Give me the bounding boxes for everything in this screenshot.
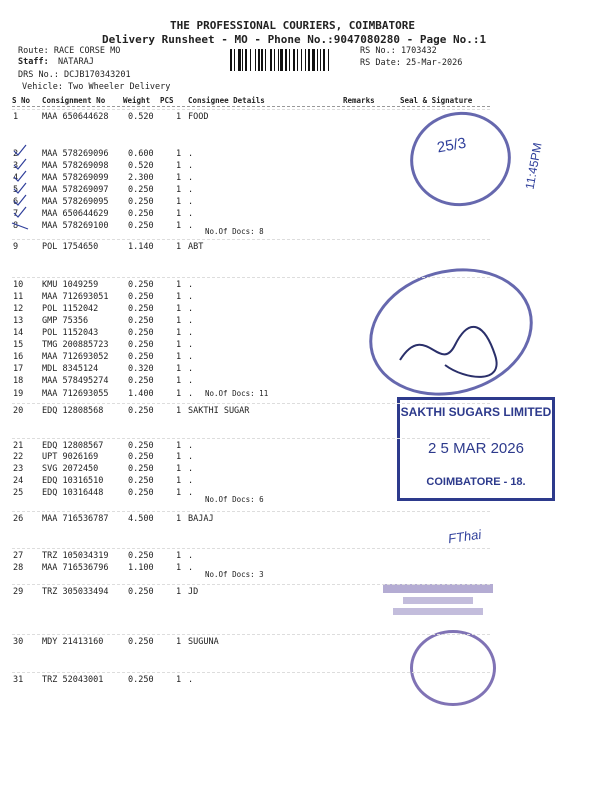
doc-count: No.Of Docs: 6 (205, 495, 264, 504)
row-pcs: 1 (176, 280, 182, 290)
col-consignee: Consignee Details (188, 96, 265, 105)
row-weight: 0.250 (128, 328, 154, 338)
barcode-bar (274, 49, 275, 71)
row-divider (12, 403, 490, 404)
barcode-bar (250, 49, 251, 71)
row-consignee: . (188, 464, 194, 474)
row-weight: 2.300 (128, 173, 154, 183)
row-pcs: 1 (176, 352, 182, 362)
row-sno: 23 (13, 464, 24, 474)
row-pcs: 1 (176, 185, 182, 195)
row-pcs: 1 (176, 441, 182, 451)
row-consignment-no: EDQ 12808567 (42, 441, 104, 451)
row-consignee: . (188, 280, 194, 290)
row-pcs: 1 (176, 675, 182, 685)
barcode-bar (261, 49, 263, 71)
barcode-bar (317, 49, 318, 71)
barcode-bar (278, 49, 279, 71)
row-consignment-no: MAA 578495274 (42, 376, 109, 386)
row-sno: 4 (13, 173, 19, 183)
row-sno: 22 (13, 452, 24, 462)
row-pcs: 1 (176, 149, 182, 159)
row-weight: 0.250 (128, 209, 154, 219)
row-pcs: 1 (176, 304, 182, 314)
doc-count: No.Of Docs: 3 (205, 570, 264, 579)
row-pcs: 1 (176, 563, 182, 573)
row-consignment-no: UPT 9026169 (42, 452, 99, 462)
row-divider (12, 438, 490, 439)
row-consignee: . (188, 551, 194, 561)
barcode-bar (289, 49, 290, 71)
doc-count: No.Of Docs: 8 (205, 227, 264, 236)
row-weight: 0.250 (128, 197, 154, 207)
barcode-bar (265, 49, 266, 71)
barcode-bar (308, 49, 310, 71)
row-pcs: 1 (176, 316, 182, 326)
row-weight: 1.400 (128, 389, 154, 399)
barcode-bar (234, 49, 235, 71)
row-weight: 0.250 (128, 637, 154, 647)
courier-seal-stamp (401, 103, 519, 216)
stamp-city: COIMBATORE - 18. (426, 476, 526, 488)
row-weight: 0.250 (128, 292, 154, 302)
row-pcs: 1 (176, 364, 182, 374)
row-pcs: 1 (176, 328, 182, 338)
barcode-bar (297, 49, 298, 71)
barcode-bar (242, 49, 243, 71)
row-sno: 17 (13, 364, 24, 374)
rs-date: RS Date: 25-Mar-2026 (360, 58, 463, 68)
row-weight: 0.600 (128, 149, 154, 159)
barcode-bar (238, 49, 241, 71)
row-consignment-no: SVG 2072450 (42, 464, 99, 474)
row-consignee: SUGUNA (188, 637, 219, 647)
row-divider (12, 109, 490, 110)
row-consignee: . (188, 221, 194, 231)
signature (395, 315, 515, 385)
row-consignment-no: MAA 712693051 (42, 292, 109, 302)
tick-marks (10, 143, 40, 233)
barcode-bar (280, 49, 283, 71)
row-weight: 0.250 (128, 221, 154, 231)
barcode-bar (323, 49, 325, 71)
row-consignment-no: MAA 578269097 (42, 185, 109, 195)
row-weight: 0.250 (128, 476, 154, 486)
suguna-round-stamp (410, 630, 496, 706)
row-consignment-no: POL 1754650 (42, 242, 99, 252)
row-consignee: ABT (188, 242, 204, 252)
row-consignee: . (188, 328, 194, 338)
staff-label: Staff: (18, 57, 49, 67)
tamil-company-stamp (383, 580, 513, 630)
row-weight: 0.250 (128, 340, 154, 350)
row-divider (12, 584, 490, 585)
row-divider (12, 277, 490, 278)
row-consignment-no: MAA 712693052 (42, 352, 109, 362)
row-pcs: 1 (176, 161, 182, 171)
row-weight: 1.140 (128, 242, 154, 252)
row-consignment-no: TMG 200885723 (42, 340, 109, 350)
row-weight: 0.250 (128, 675, 154, 685)
barcode-bar (301, 49, 302, 71)
row-consignee: . (188, 364, 194, 374)
row-consignee: SAKTHI SUGAR (188, 406, 250, 416)
staff-name: NATARAJ (58, 57, 94, 67)
row-pcs: 1 (176, 587, 182, 597)
row-consignee: . (188, 675, 194, 685)
handwritten-signature: FThai (447, 526, 483, 547)
row-pcs: 1 (176, 637, 182, 647)
row-consignee: . (188, 352, 194, 362)
col-seal-signature: Seal & Signature (400, 96, 473, 105)
row-sno: 19 (13, 389, 24, 399)
row-weight: 4.500 (128, 514, 154, 524)
row-weight: 0.250 (128, 280, 154, 290)
barcode (230, 49, 355, 71)
row-consignee: . (188, 209, 194, 219)
doc-count: No.Of Docs: 11 (205, 389, 269, 398)
row-sno: 18 (13, 376, 24, 386)
row-consignee: . (188, 441, 194, 451)
sakthi-sugars-stamp (397, 397, 555, 501)
row-consignee: . (188, 563, 194, 573)
barcode-bar (285, 49, 287, 71)
stamp-company: SAKTHI SUGARS LIMITED (400, 405, 552, 419)
row-divider (12, 672, 490, 673)
row-sno: 24 (13, 476, 24, 486)
row-pcs: 1 (176, 197, 182, 207)
row-divider (12, 548, 490, 549)
col-sno: S No (12, 96, 31, 105)
row-pcs: 1 (176, 514, 182, 524)
row-consignment-no: MAA 716536796 (42, 563, 109, 573)
row-weight: 0.250 (128, 406, 154, 416)
row-consignment-no: EDQ 10316510 (42, 476, 104, 486)
row-consignment-no: MAA 712693055 (42, 389, 109, 399)
handwritten-time: 11:45PM (522, 141, 545, 191)
row-pcs: 1 (176, 551, 182, 561)
route-label: Route: RACE CORSE MO (18, 46, 121, 56)
col-weight: Weight (123, 96, 151, 105)
drs-number: DRS No.: DCJB170343201 (18, 70, 131, 80)
row-consignment-no: TRZ 105034319 (42, 551, 109, 561)
row-pcs: 1 (176, 476, 182, 486)
row-sno: 31 (13, 675, 24, 685)
row-pcs: 1 (176, 389, 182, 399)
row-sno: 2 (13, 149, 19, 159)
row-weight: 0.520 (128, 161, 154, 171)
barcode-bar (293, 49, 295, 71)
row-consignee: . (188, 389, 194, 399)
row-sno: 5 (13, 185, 19, 195)
barcode-bar (328, 49, 329, 71)
row-consignee: . (188, 476, 194, 486)
row-consignee: . (188, 488, 194, 498)
row-weight: 0.250 (128, 304, 154, 314)
row-consignee: . (188, 340, 194, 350)
row-pcs: 1 (176, 112, 182, 122)
row-consignee: . (188, 197, 194, 207)
row-weight: 0.250 (128, 316, 154, 326)
header-divider (12, 106, 490, 107)
company-title: THE PROFESSIONAL COURIERS, COIMBATORE (170, 19, 416, 32)
row-consignment-no: EDQ 12808568 (42, 406, 104, 416)
row-sno: 6 (13, 197, 19, 207)
row-sno: 16 (13, 352, 24, 362)
row-consignment-no: GMP 75356 (42, 316, 89, 326)
barcode-bar (270, 49, 272, 71)
row-sno: 15 (13, 340, 24, 350)
row-consignment-no: MDL 8345124 (42, 364, 99, 374)
row-weight: 0.250 (128, 376, 154, 386)
row-pcs: 1 (176, 488, 182, 498)
row-consignee: . (188, 376, 194, 386)
row-consignment-no: MAA 578269095 (42, 197, 109, 207)
row-pcs: 1 (176, 242, 182, 252)
row-consignee: . (188, 316, 194, 326)
row-divider (12, 239, 490, 240)
row-sno: 14 (13, 328, 24, 338)
row-consignee: . (188, 149, 194, 159)
row-sno: 13 (13, 316, 24, 326)
row-weight: 0.250 (128, 587, 154, 597)
row-divider (12, 511, 490, 512)
row-sno: 27 (13, 551, 24, 561)
barcode-bar (258, 49, 260, 71)
row-pcs: 1 (176, 173, 182, 183)
row-weight: 0.250 (128, 452, 154, 462)
row-consignee: . (188, 452, 194, 462)
row-consignee: . (188, 173, 194, 183)
rs-number: RS No.: 1703432 (360, 46, 437, 56)
row-consignee: . (188, 304, 194, 314)
row-pcs: 1 (176, 292, 182, 302)
row-consignment-no: MAA 650644628 (42, 112, 109, 122)
runsheet-subtitle: Delivery Runsheet - MO - Phone No.:9047080280 - Page No.:1 (102, 33, 487, 46)
row-weight: 0.250 (128, 185, 154, 195)
row-sno: 9 (13, 242, 19, 252)
row-sno: 28 (13, 563, 24, 573)
row-pcs: 1 (176, 406, 182, 416)
row-consignment-no: TRZ 305033494 (42, 587, 109, 597)
row-sno: 11 (13, 292, 24, 302)
col-pcs: PCS (160, 96, 174, 105)
row-weight: 0.520 (128, 112, 154, 122)
row-consignment-no: MAA 578269096 (42, 149, 109, 159)
row-consignment-no: TRZ 52043001 (42, 675, 104, 685)
row-weight: 0.250 (128, 488, 154, 498)
row-sno: 25 (13, 488, 24, 498)
row-consignment-no: MAA 578269099 (42, 173, 109, 183)
barcode-bar (312, 49, 315, 71)
row-pcs: 1 (176, 221, 182, 231)
row-sno: 10 (13, 280, 24, 290)
row-divider (12, 634, 490, 635)
row-consignment-no: KMU 1049259 (42, 280, 99, 290)
row-pcs: 1 (176, 340, 182, 350)
row-consignee: BAJAJ (188, 514, 214, 524)
row-weight: 0.250 (128, 464, 154, 474)
row-sno: 8 (13, 221, 19, 231)
row-consignment-no: POL 1152042 (42, 304, 99, 314)
row-consignee: FOOD (188, 112, 209, 122)
row-consignee: JD (188, 587, 199, 597)
row-weight: 0.250 (128, 352, 154, 362)
barcode-bar (255, 49, 256, 71)
row-pcs: 1 (176, 376, 182, 386)
row-consignee: . (188, 161, 194, 171)
barcode-bar (245, 49, 247, 71)
row-sno: 12 (13, 304, 24, 314)
row-sno: 20 (13, 406, 24, 416)
handwritten-date: 25/3 (435, 134, 468, 157)
col-consignment: Consignment No (42, 96, 106, 105)
row-weight: 0.250 (128, 551, 154, 561)
stamp-date: 2 5 MAR 2026 (428, 440, 524, 457)
row-consignment-no: MAA 716536787 (42, 514, 109, 524)
row-consignee: . (188, 292, 194, 302)
row-pcs: 1 (176, 452, 182, 462)
col-remarks: Remarks (343, 96, 375, 105)
row-pcs: 1 (176, 209, 182, 219)
row-weight: 0.320 (128, 364, 154, 374)
row-sno: 30 (13, 637, 24, 647)
barcode-bar (320, 49, 321, 71)
row-pcs: 1 (176, 464, 182, 474)
row-consignment-no: MAA 650644629 (42, 209, 109, 219)
barcode-bar (230, 49, 232, 71)
row-consignment-no: POL 1152043 (42, 328, 99, 338)
row-sno: 29 (13, 587, 24, 597)
row-weight: 0.250 (128, 441, 154, 451)
row-consignment-no: EDQ 10316448 (42, 488, 104, 498)
row-consignment-no: MDY 21413160 (42, 637, 104, 647)
row-consignment-no: MAA 578269098 (42, 161, 109, 171)
row-consignee: . (188, 185, 194, 195)
barcode-bar (305, 49, 306, 71)
row-sno: 21 (13, 441, 24, 451)
row-sno: 26 (13, 514, 24, 524)
row-sno: 3 (13, 161, 19, 171)
row-consignment-no: MAA 578269100 (42, 221, 109, 231)
row-weight: 1.100 (128, 563, 154, 573)
row-sno: 1 (13, 112, 19, 122)
vehicle-type: Vehicle: Two Wheeler Delivery (22, 82, 171, 92)
row-sno: 7 (13, 209, 19, 219)
